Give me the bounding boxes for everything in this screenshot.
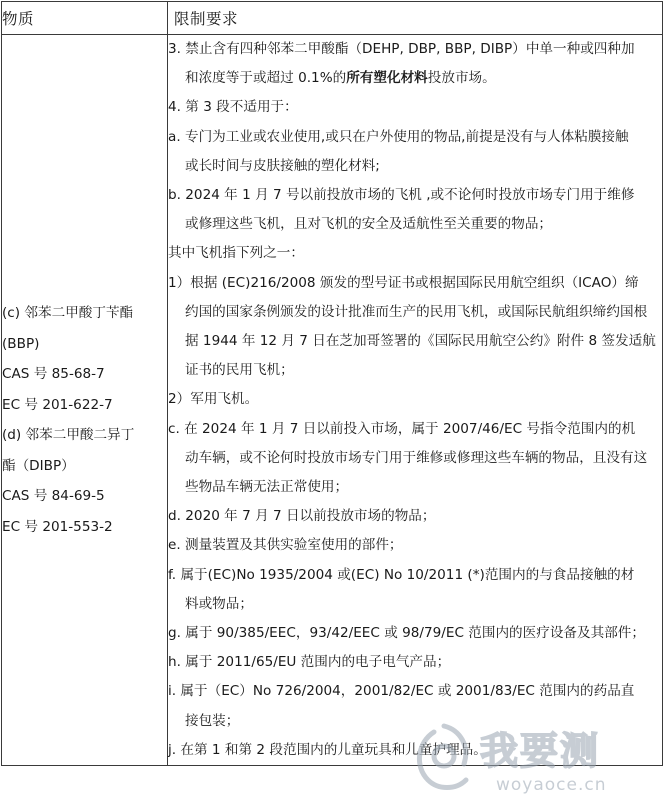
item-d: d. 2020 年 7 月 7 日以前投放市场的物品； <box>168 508 436 525</box>
item-j: j. 在第 1 和第 2 段范围内的儿童玩具和儿童护理品。 <box>168 741 487 758</box>
substance-line: CAS 号 84-69-5 <box>2 488 105 505</box>
aircraft-intro: 其中飞机指下列之一： <box>168 245 304 262</box>
restriction-table <box>1 1 663 766</box>
substance-line: (BBP) <box>2 335 40 352</box>
aircraft-civil-line-4: 证书的民用飞机； <box>185 362 294 379</box>
paragraph-3-text-a: 和浓度等于或超过 0.1%的 <box>185 70 347 87</box>
item-a-line-2: 或长时间与皮肤接触的塑化材料; <box>185 157 380 174</box>
table-row <box>2 35 663 766</box>
header-substance: 物质 <box>2 2 168 35</box>
paragraph-4: 4. 第 3 段不适用于： <box>168 99 298 116</box>
item-g: g. 属于 90/385/EEC，93/42/EEC 或 98/79/EC 范围内的医疗设备及其部件； <box>168 625 645 642</box>
item-c-line-2: 动车辆，或不论何时投放市场专门用于维修或修理这些车辆的物品，且没有这 <box>185 449 648 466</box>
aircraft-civil <box>168 269 662 386</box>
item-a-line-1: a. 专门为工业或农业使用,或只在户外使用的物品,前提是没有与人体粘膜接触 <box>168 128 629 145</box>
item-b-line-1: b. 2024 年 1 月 7 号以前投放市场的飞机 ,或不论何时投放市场专门用于维修 <box>168 187 635 204</box>
watermark-text-url: woyaoce.cn <box>496 775 607 795</box>
item-i <box>168 677 662 735</box>
substance-line: (c) 邻苯二甲酸丁苄酯 <box>2 305 134 322</box>
aircraft-civil-line-2: 约国的国家条例颁发的设计批准而生产的民用飞机，或国际民航组织缔约国根 <box>185 303 648 320</box>
item-b <box>168 181 662 239</box>
watermark-text-cn: 我要测 <box>480 729 601 773</box>
item-i-line-1: i. 属于（EC）No 726/2004，2001/82/EC 或 2001/83/EC 范围内的药品直 <box>168 683 635 700</box>
requirement-cell <box>168 35 663 766</box>
item-c-line-1: c. 在 2024 年 1 月 7 日以前投入市场，属于 2007/46/EC 号指令范围内的机 <box>168 420 636 437</box>
paragraph-3-text-b: 投放市场。 <box>427 70 496 87</box>
header-requirement: 限制要求 <box>168 2 663 35</box>
item-c-line-3: 些物品车辆无法正常使用； <box>185 479 349 496</box>
aircraft-military: 2）军用飞机。 <box>168 391 259 408</box>
item-f-line-2: 料或物品； <box>185 595 253 612</box>
aircraft-civil-line-3: 据 1944 年 12 月 7 日在芝加哥签署的《国际民用航空公约》附件 8 签发适航 <box>185 333 656 350</box>
paragraph-3-line-2 <box>168 64 662 93</box>
paragraph-3-line-1: 3. 禁止含有四种邻苯二甲酸酯（DEHP, DBP, BBP, DIBP）中单一种或四种加 <box>168 41 635 57</box>
item-e: e. 测量装置及其供实验室使用的部件； <box>168 537 403 554</box>
substance-line: CAS 号 85-68-7 <box>2 366 105 383</box>
item-h: h. 属于 2011/65/EU 范围内的电子电气产品； <box>168 654 451 671</box>
substance-cell <box>2 35 168 766</box>
paragraph-3 <box>168 35 662 93</box>
item-a <box>168 123 662 181</box>
substance-line: EC 号 201-622-7 <box>2 396 113 413</box>
table-header-row <box>2 2 663 35</box>
substance-line: 酯（DIBP） <box>2 457 75 474</box>
paragraph-3-bold-text: 所有塑化材料 <box>346 70 428 87</box>
item-b-line-2: 或修理这些飞机，且对飞机的安全及适航性至关重要的物品； <box>185 216 553 233</box>
item-f <box>168 561 662 619</box>
item-c <box>168 415 662 503</box>
item-f-line-1: f. 属于(EC)No 1935/2004 或(EC) No 10/2011 (*)范围内的与食品接触的材 <box>168 566 635 583</box>
item-i-line-2: 接包装； <box>185 712 240 729</box>
substance-line: (d) 邻苯二甲酸二异丁 <box>2 427 135 444</box>
substance-line: EC 号 201-553-2 <box>2 518 113 535</box>
aircraft-civil-line-1: 1）根据 (EC)216/2008 颁发的型号证书或根据国际民用航空组织（ICAO）缔 <box>168 274 639 291</box>
